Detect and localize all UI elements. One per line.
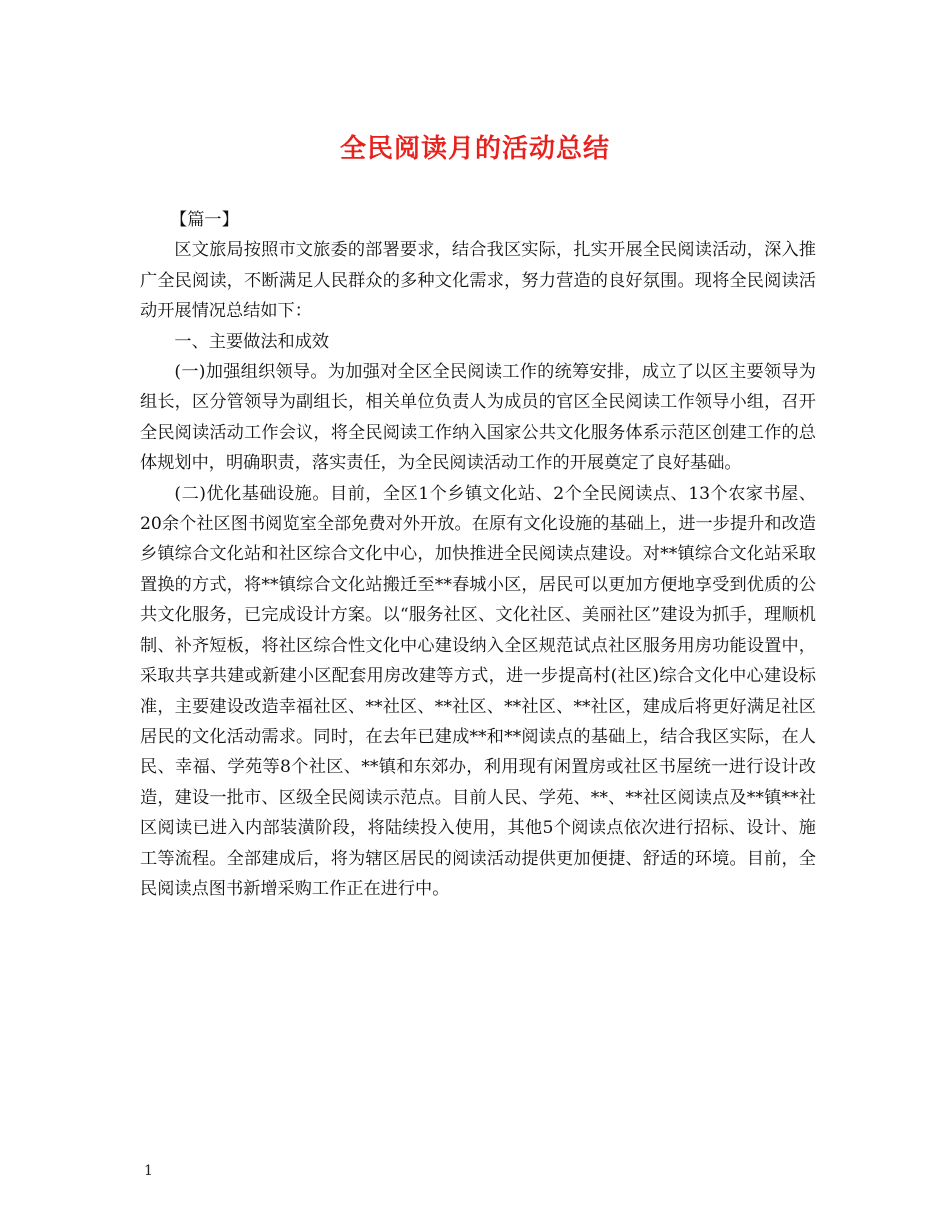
page-number: 1 [144,1163,153,1179]
paragraph-intro: 区文旅局按照市文旅委的部署要求，结合我区实际，扎实开展全民阅读活动，深入推广全民阅读，不断满足人民群众的多种文化需求，努力营造的良好氛围。现将全民阅读活动开展情况总结如下： [140,240,816,322]
paragraph-infrastructure: (二)优化基础设施。目前，全区1个乡镇文化站、2个全民阅读点、13个农家书屋、20余个社区图书阅览室全部免费对外开放。在原有文化设施的基础上，进一步提升和改造乡镇综合文化站和社区综合文化中心，加快推进全民阅读点建设。对**镇综合文化站采取置换的方式，将**镇综合文化站搬迁至**春城小区，居民可以更加方便地享受到优质的公共文化服务，已完成设计方案。以“服务社区、文化社区、美丽社区”建设为抓手，理顺机制、补齐短板，将社区综合性文化中心建设纳入全区规范试点社区服务用房功能设置中，采取共享共建或新建小区配套用房改建等方式，进一步提高村(社区)综合文化中心建设标准，主要建设改造幸福社区、**社区、**社区、**社区、**社区，建成后将更好满足社区居民的文化活动需求。同时，在去年已建成**和**阅读点的基础上，结合我区实际，在人民、幸福、学苑等8个社区、**镇和东郊办，利用现有闲置房或社区书屋统一进行设计改造，建设一批市、区级全民阅读示范点。目前人民、学苑、**、**社区阅读点及**镇**社区阅读已进入内部装潢阶段，将陆续投入使用，其他5个阅读点依次进行招标、设计、施工等流程。全部建成后，将为辖区居民的阅读活动提供更加便捷、舒适的环境。目前，全民阅读点图书新增采购工作正在进行中。 [140,483,816,899]
section-label: 【篇一】 [170,210,239,230]
heading-main-practices: 一、主要做法和成效 [174,331,330,352]
document-body [140,205,816,904]
paragraph-organization: (一)加强组织领导。为加强对全区全民阅读工作的统筹安排，成立了以区主要领导为组长，区分管领导为副组长，相关单位负责人为成员的官区全民阅读工作领导小组，召开全民阅读活动工作会议，将全民阅读工作纳入国家公共文化服务体系示范区创建工作的总体规划中，明确职责，落实责任，为全民阅读活动工作的开展奠定了良好基础。 [140,362,816,474]
document-title: 全民阅读月的活动总结 [339,134,610,164]
